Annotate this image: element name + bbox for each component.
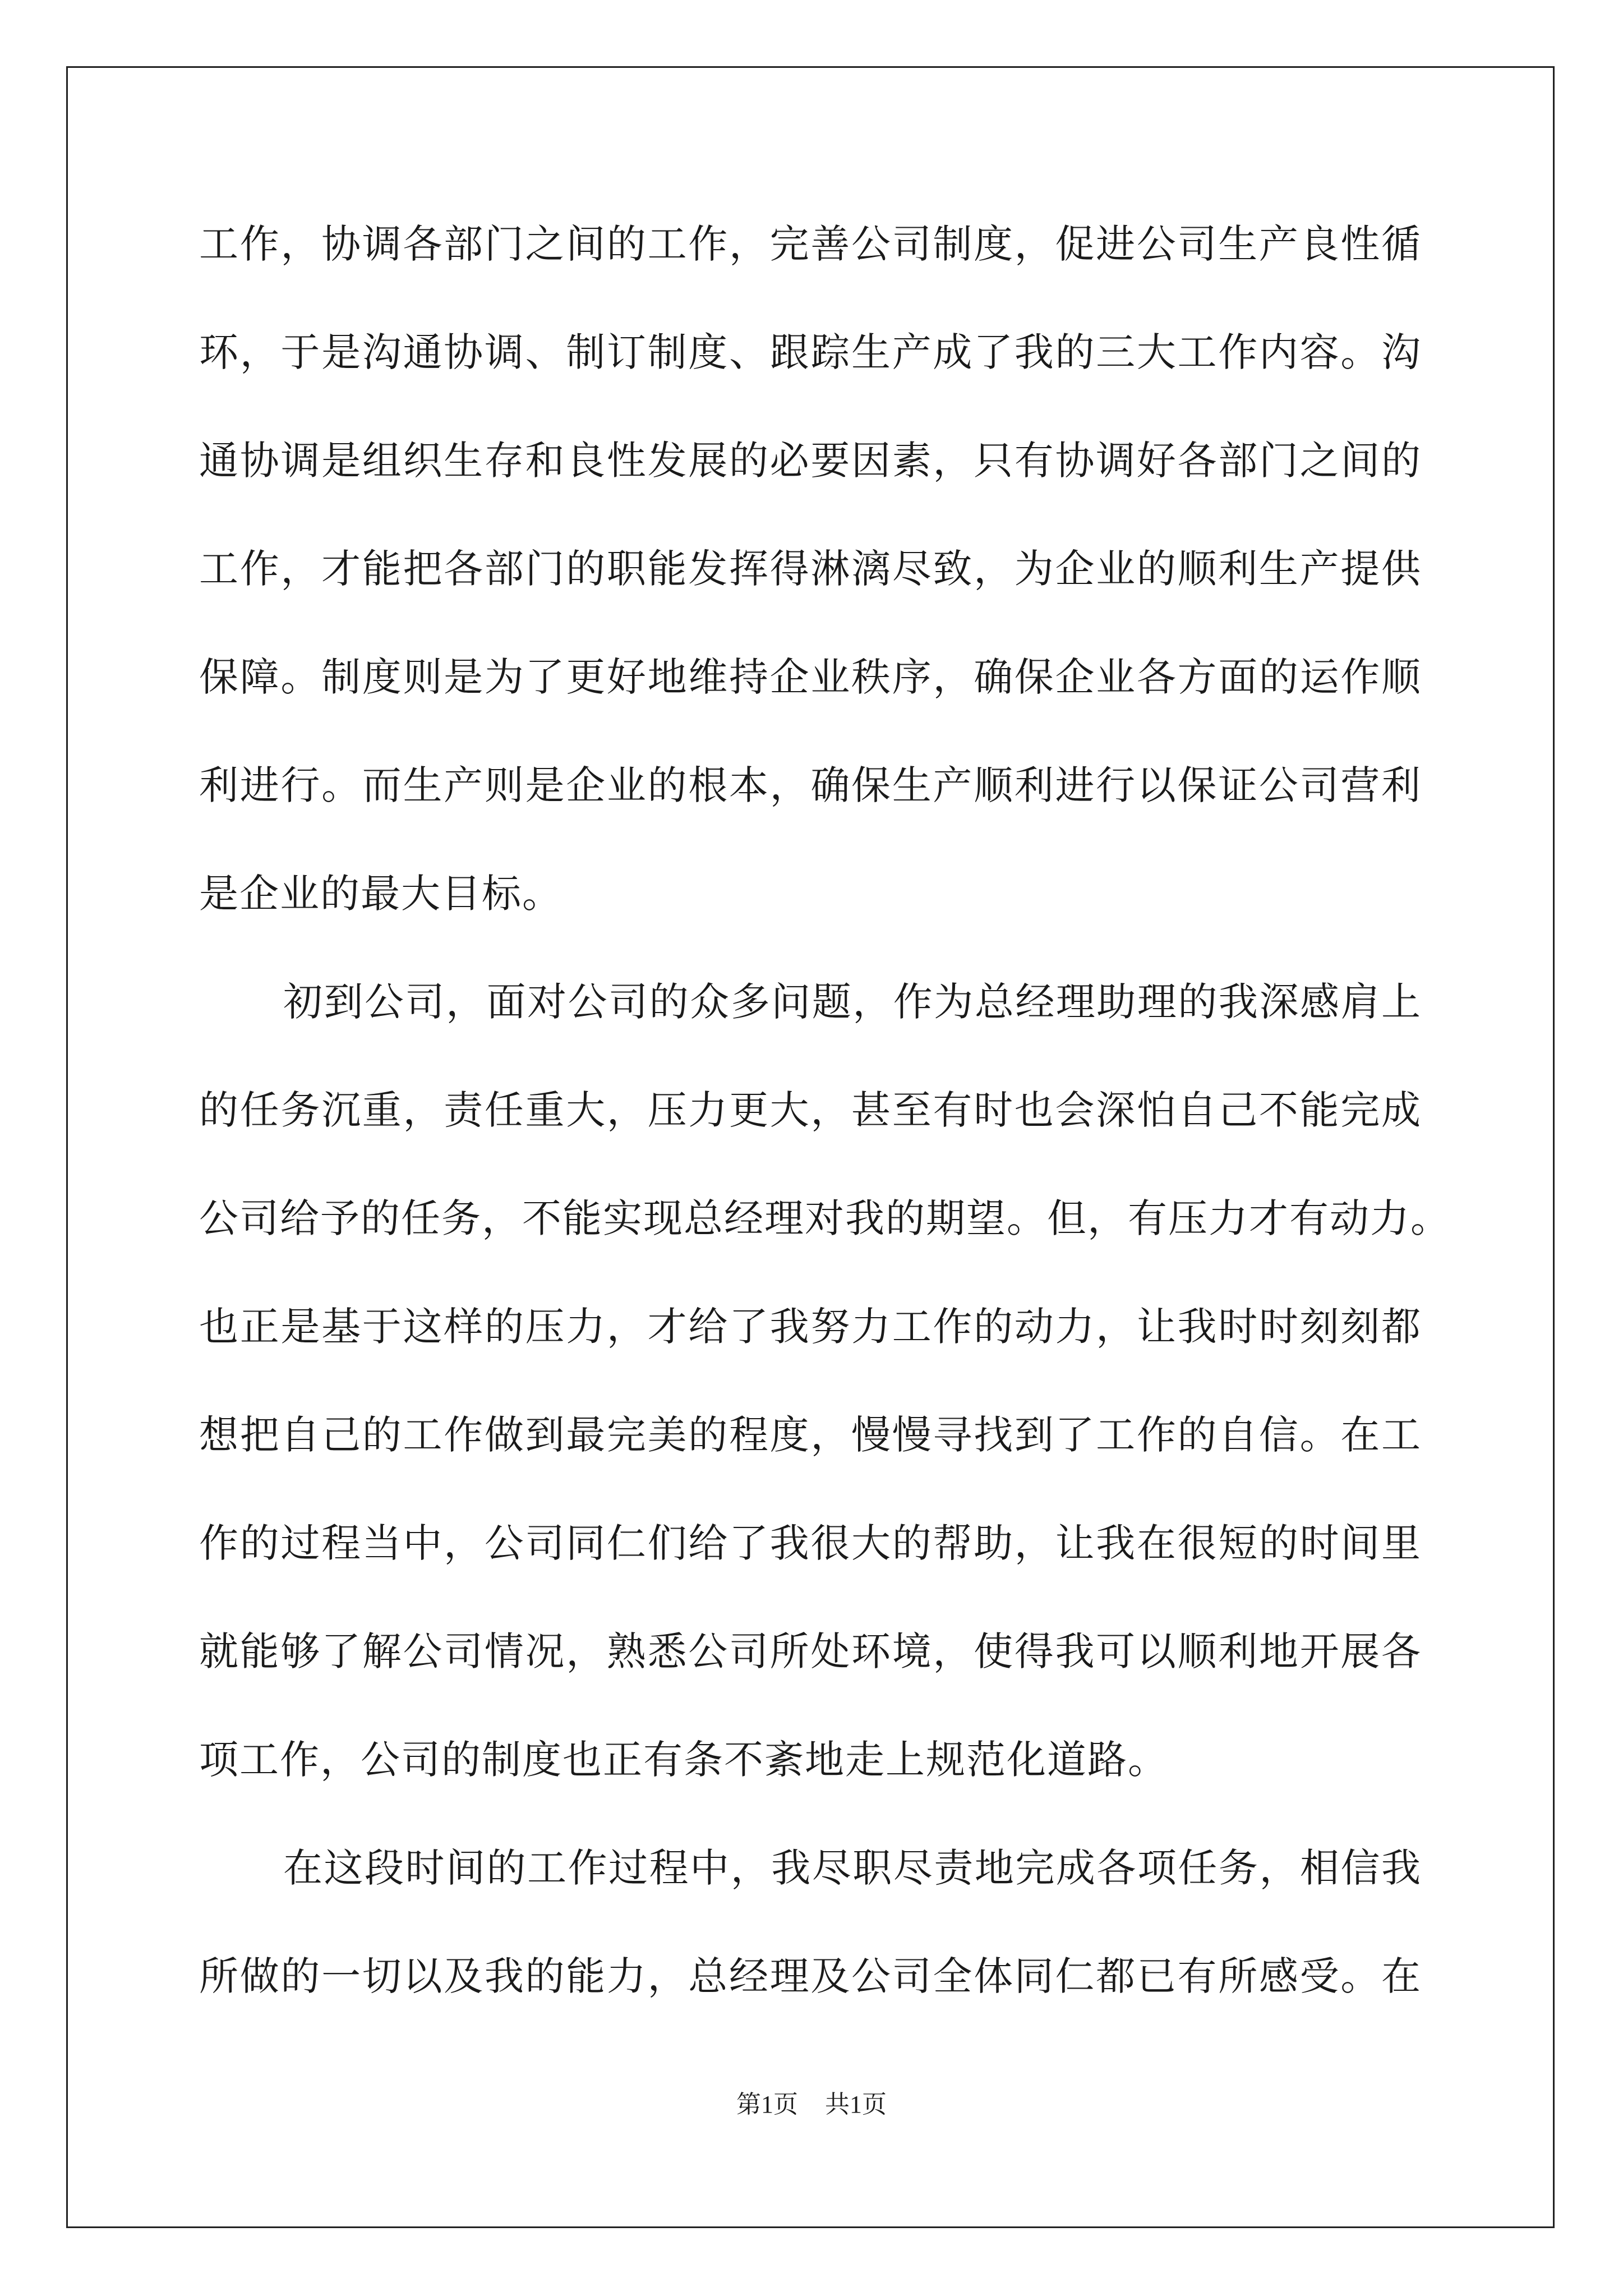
text-line: 工作，才能把各部门的职能发挥得淋漓尽致，为企业的顺利生产提供: [199, 546, 1422, 592]
document-body: [199, 216, 1451, 2056]
text-line: 保障。制度则是为了更好地维持企业秩序，确保企业各方面的运作顺: [199, 654, 1422, 700]
page-number: 第1页: [736, 2091, 798, 2118]
page-total: 共1页: [825, 2091, 887, 2118]
text-line: 公司给予的任务，不能实现总经理对我的期望。但，有压力才有动力。: [199, 1195, 1451, 1241]
text-line: 所做的一切以及我的能力，总经理及公司全体同仁都已有所感受。在: [199, 1953, 1422, 1999]
text-line: 作的过程当中，公司同仁们给了我很大的帮助，让我在很短的时间里: [199, 1520, 1422, 1566]
page-footer: [0, 2088, 1623, 2122]
text-line: 就能够了解公司情况，熟悉公司所处环境，使得我可以顺利地开展各: [199, 1628, 1422, 1674]
text-line: 也正是基于这样的压力，才给了我努力工作的动力，让我时时刻刻都: [199, 1304, 1422, 1350]
text-line: 工作，协调各部门之间的工作，完善公司制度，促进公司生产良性循: [199, 221, 1422, 267]
text-line: 想把自己的工作做到最完美的程度，慢慢寻找到了工作的自信。在工: [199, 1412, 1422, 1458]
text-line: 通协调是组织生存和良性发展的必要因素，只有协调好各部门之间的: [199, 438, 1422, 484]
text-line: 利进行。而生产则是企业的根本，确保生产顺利进行以保证公司营利: [199, 762, 1422, 808]
text-line: 的任务沉重，责任重大，压力更大，甚至有时也会深怕自己不能完成: [199, 1087, 1422, 1133]
text-line-indented: 初到公司，面对公司的众多问题，作为总经理助理的我深感肩上: [283, 979, 1422, 1025]
text-line: 项工作，公司的制度也正有条不紊地走上规范化道路。: [199, 1737, 1168, 1783]
text-line-indented: 在这段时间的工作过程中，我尽职尽责地完成各项任务，相信我: [283, 1845, 1422, 1891]
text-line: 环，于是沟通协调、制订制度、跟踪生产成了我的三大工作内容。沟: [199, 329, 1422, 375]
text-line: 是企业的最大目标。: [199, 871, 562, 917]
